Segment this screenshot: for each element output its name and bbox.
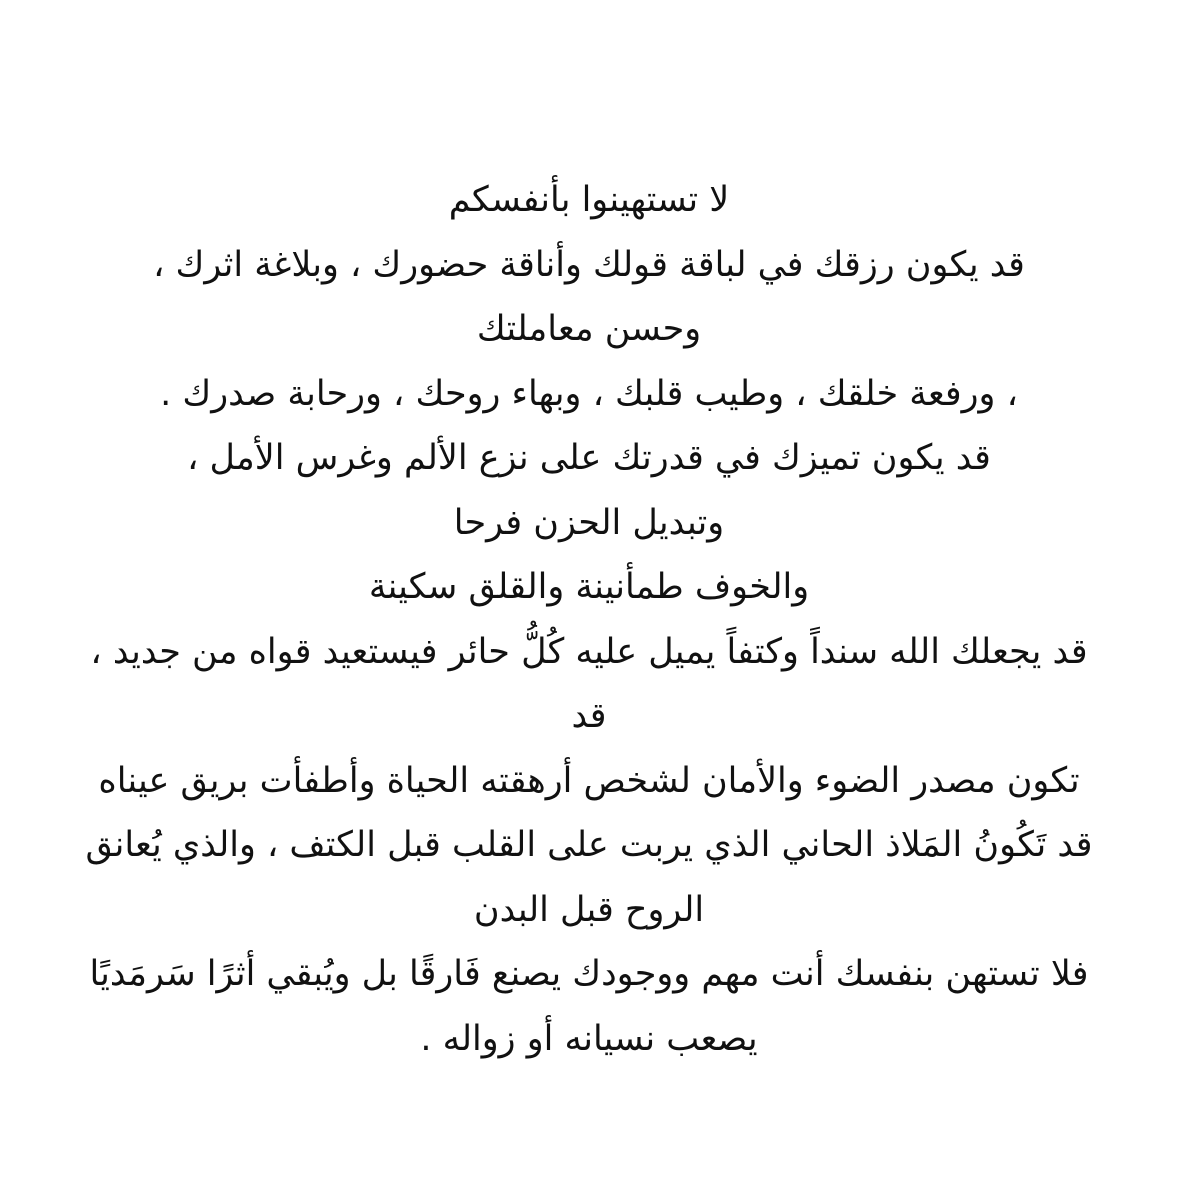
poem-line: يصعب نسيانه أو زواله . bbox=[420, 1018, 758, 1059]
poem-line: تكون مصدر الضوء والأمان لشخص أرهقته الحياة وأطفأت بريق عيناه bbox=[98, 760, 1080, 801]
poem-line: الروح قبل البدن bbox=[473, 889, 705, 930]
poem-line: قد bbox=[571, 696, 607, 736]
poem-line: وحسن معاملتك bbox=[476, 309, 702, 349]
poem-line-title: لا تستهينوا بأنفسكم bbox=[448, 180, 730, 220]
poem-line: وتبديل الحزن فرحا bbox=[453, 502, 725, 543]
poem-line: والخوف طمأنينة والقلق سكينة bbox=[368, 567, 810, 607]
poem-line: قد يكون تميزك في قدرتك على نزع الألم وغرس الأمل ، bbox=[187, 438, 991, 478]
poem-line: ، ورفعة خلقك ، وطيب قلبك ، وبهاء روحك ، ورحابة صدرك . bbox=[160, 373, 1018, 414]
poem-line: قد يجعلك الله سنداً وكتفاً يميل عليه كُلُّ حائر فيستعيد قواه من جديد ، bbox=[90, 631, 1088, 672]
poem-text bbox=[30, 168, 1148, 1071]
poem-line: فلا تستهن بنفسك أنت مهم ووجودك يصنع فَارقًا بل ويُبقي أثرًا سَرمَديًا bbox=[89, 954, 1089, 994]
poem-line: قد تَكُونُ المَلاذ الحاني الذي يربت على القلب قبل الكتف ، والذي يُعانق bbox=[85, 825, 1093, 865]
poem-line: قد يكون رزقك في لباقة قولك وأناقة حضورك ، وبلاغة اثرك ، bbox=[153, 244, 1025, 285]
